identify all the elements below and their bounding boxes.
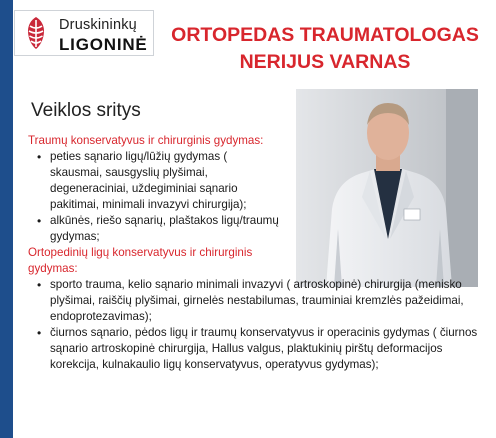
category-list: [28, 277, 488, 373]
hospital-logo: [14, 10, 154, 56]
category-list: [28, 149, 488, 245]
activity-content: [28, 133, 488, 373]
category-heading: Ortopedinių ligų konservatyvus ir chirurginis gydymas:: [28, 246, 253, 275]
pinecone-icon: [20, 16, 52, 50]
bullet-dot: •: [37, 150, 42, 164]
doctor-name: NERIJUS VARNAS: [239, 51, 411, 73]
list-item: • čiurnos sąnario, pėdos ligų ir traumų konservatyvus ir operacinis gydymas ( čiurnos sąnario artroskopinė chirurgija, Hallus valgus, plaktukinių pirštų deformacijos korekcija, kulnakaulio ligų konservatyvus, operatyvus gydymas);: [37, 326, 478, 371]
bullet-dot: •: [37, 326, 42, 340]
bullet-dot: •: [37, 278, 42, 292]
list-item: • alkūnės, riešo sąnarių, plaštakos ligų/traumų gydymas;: [37, 214, 279, 243]
bullet-dot: •: [37, 214, 42, 228]
list-item: • peties sąnario ligų/lūžių gydymas ( skausmai, sausgyslių plyšimai, degeneraciniai, uždegiminiai sąnario pakitimai, minimali invazyvi chirurgija);: [37, 150, 247, 211]
logo-text-bottom: LIGONINĖ: [59, 35, 148, 54]
doctor-title: ORTOPEDAS TRAUMATOLOGAS: [171, 24, 479, 46]
logo-text-top: Druskininkų: [59, 17, 137, 33]
left-accent-bar: [0, 0, 13, 438]
section-heading: Veiklos sritys: [31, 100, 141, 121]
list-item: • sporto trauma, kelio sąnario minimali invazyvi ( artroskopinė) chirurgija (menisko plyšimai, raiščių plyšimai, girnelės nestabilumas, trauminiai kremzlės pažeidimai, endoprotezavimas);: [37, 278, 464, 323]
category-heading: Traumų konservatyvus ir chirurginis gydymas:: [28, 134, 264, 147]
